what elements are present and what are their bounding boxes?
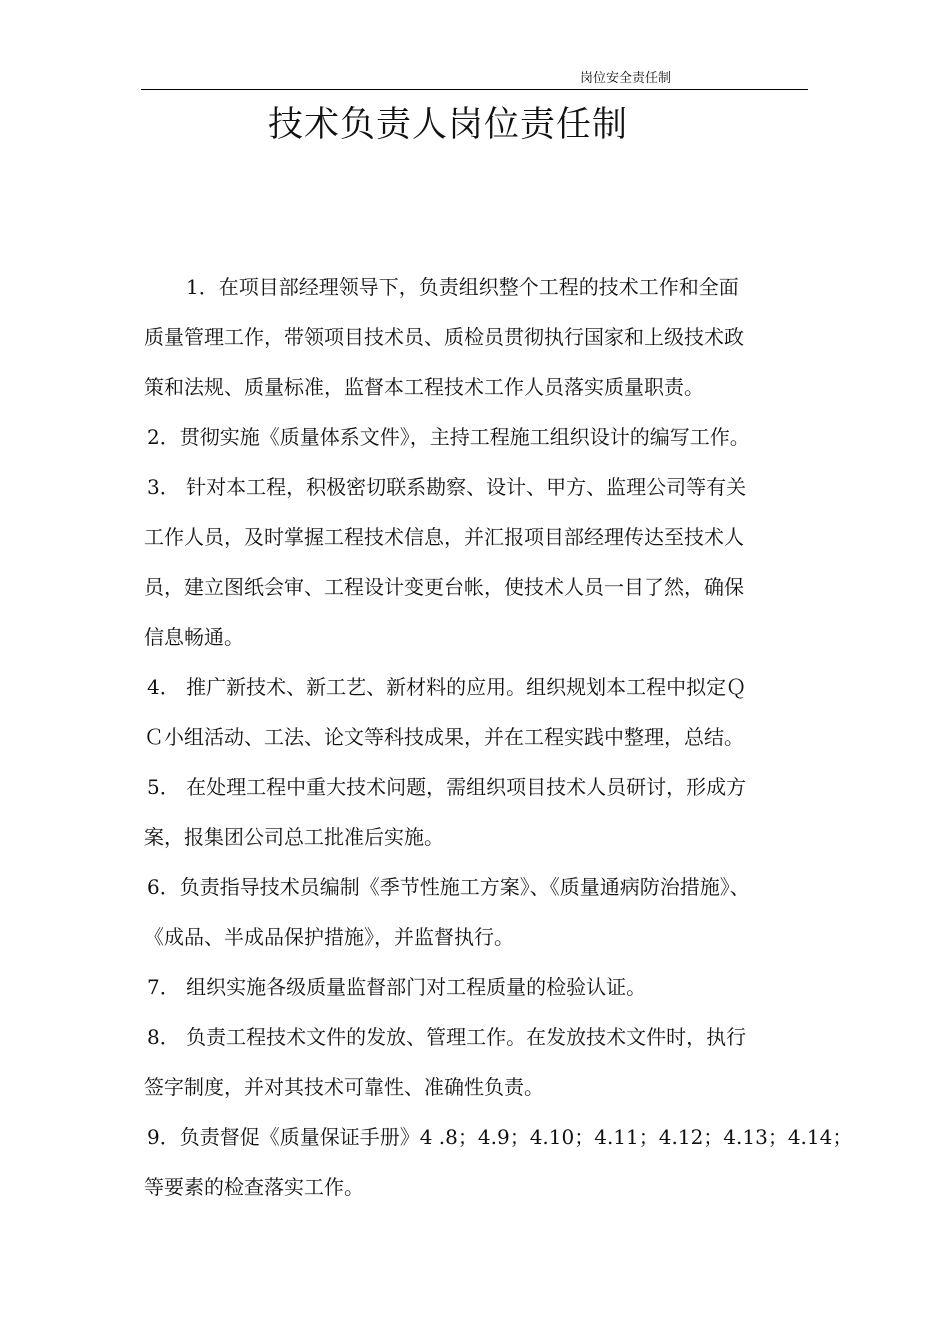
body-line-14: 《成品、半成品保护措施》，并监督执行。	[144, 925, 514, 949]
body-line-2: 质量管理工作，带领项目技术员、质检员贯彻执行国家和上级技术政	[144, 325, 744, 349]
body-line-1: 1．在项目部经理领导下，负责组织整个工程的技术工作和全面	[186, 275, 739, 299]
body-line-7: 员，建立图纸会审、工程设计变更台帐，使技术人员一目了然，确保	[144, 575, 744, 599]
body-line-8: 信息畅通。	[144, 625, 244, 649]
header-rule	[141, 89, 808, 90]
body-line-9: 4． 推广新技术、新工艺、新材料的应用。组织规划本工程中拟定Ｑ	[147, 675, 747, 699]
body-line-18: 9．负责督促《质量保证手册》4 .8；4.9；4.10；4.11；4.12；4.13；4.14；	[147, 1125, 853, 1149]
body-line-15: 7． 组织实施各级质量监督部门对工程质量的检验认证。	[147, 975, 647, 999]
body-line-16: 8． 负责工程技术文件的发放、管理工作。在发放技术文件时，执行	[147, 1025, 747, 1049]
body-line-13: 6．负责指导技术员编制《季节性施工方案》、《质量通病防治措施》、	[147, 875, 750, 899]
body-line-12: 案，报集团公司总工批准后实施。	[144, 825, 444, 849]
body-line-19: 等要素的检查落实工作。	[144, 1175, 364, 1199]
document-title: 技术负责人岗位责任制	[268, 105, 629, 145]
body-line-17: 签字制度，并对其技术可靠性、准确性负责。	[144, 1075, 544, 1099]
body-line-10: Ｃ小组活动、工法、论文等科技成果，并在工程实践中整理，总结。	[144, 725, 744, 749]
body-line-6: 工作人员，及时掌握工程技术信息，并汇报项目部经理传达至技术人	[144, 525, 744, 549]
document-body	[144, 262, 853, 1212]
body-line-11: 5． 在处理工程中重大技术问题，需组织项目技术人员研讨，形成方	[147, 775, 747, 799]
body-line-4: 2．贯彻实施《质量体系文件》，主持工程施工组织设计的编写工作。	[147, 425, 750, 449]
running-header: 岗位安全责任制	[580, 71, 672, 86]
body-line-3: 策和法规、质量标准，监督本工程技术工作人员落实质量职责。	[144, 375, 704, 399]
body-line-5: 3． 针对本工程，积极密切联系勘察、设计、甲方、监理公司等有关	[147, 475, 747, 499]
